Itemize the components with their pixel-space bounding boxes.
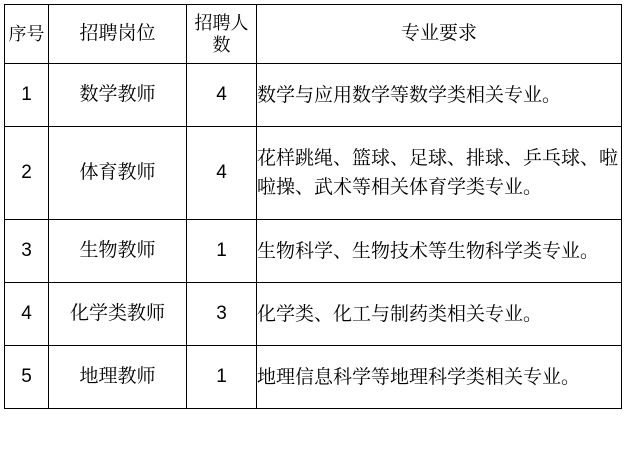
- table-row: [5, 346, 622, 409]
- cell-major: 花样跳绳、篮球、足球、排球、乒乓球、啦啦操、武术等相关体育学类专业。: [257, 127, 622, 220]
- cell-post: 体育教师: [49, 127, 187, 220]
- header-post: 招聘岗位: [49, 5, 187, 64]
- cell-seq: 1: [5, 64, 49, 127]
- cell-seq: 4: [5, 283, 49, 346]
- cell-num: 1: [187, 220, 257, 283]
- table-row: [5, 127, 622, 220]
- table-row: [5, 64, 622, 127]
- cell-major: 化学类、化工与制药类相关专业。: [257, 283, 622, 346]
- cell-seq: 5: [5, 346, 49, 409]
- cell-num: 3: [187, 283, 257, 346]
- cell-major: 生物科学、生物技术等生物科学类专业。: [257, 220, 622, 283]
- header-seq: 序号: [5, 5, 49, 64]
- table-header-row: [5, 5, 622, 64]
- cell-seq: 2: [5, 127, 49, 220]
- recruitment-table: [4, 4, 622, 409]
- table-row: [5, 283, 622, 346]
- cell-post: 化学类教师: [49, 283, 187, 346]
- cell-num: 4: [187, 127, 257, 220]
- document-page: [0, 4, 637, 464]
- header-major: 专业要求: [257, 5, 622, 64]
- cell-post: 数学教师: [49, 64, 187, 127]
- cell-major: 数学与应用数学等数学类相关专业。: [257, 64, 622, 127]
- cell-seq: 3: [5, 220, 49, 283]
- header-num: 招聘人数: [187, 5, 257, 64]
- cell-post: 地理教师: [49, 346, 187, 409]
- cell-major: 地理信息科学等地理科学类相关专业。: [257, 346, 622, 409]
- cell-post: 生物教师: [49, 220, 187, 283]
- cell-num: 1: [187, 346, 257, 409]
- cell-num: 4: [187, 64, 257, 127]
- table-row: [5, 220, 622, 283]
